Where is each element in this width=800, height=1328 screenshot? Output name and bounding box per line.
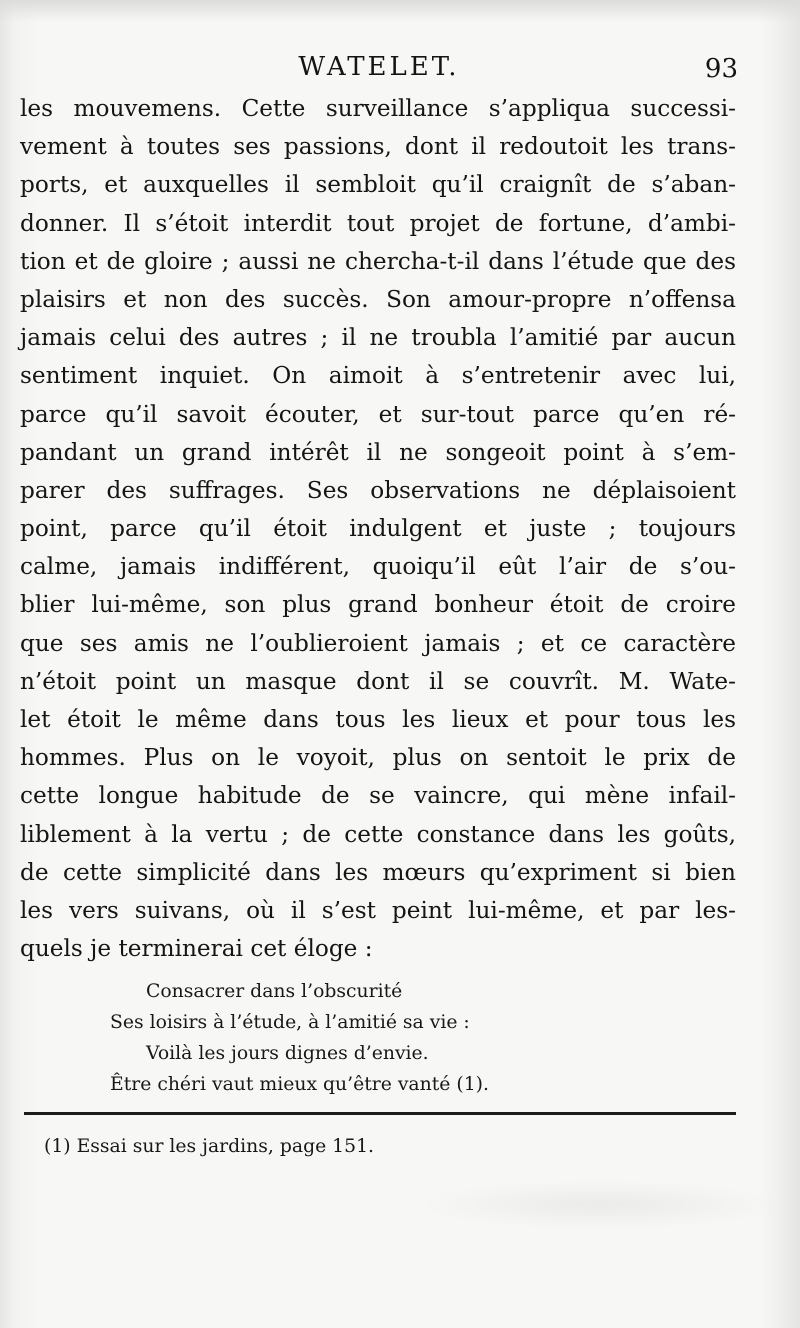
text-line: tion et de gloire ; aussi ne chercha-t-il dans l’étude que des	[20, 247, 736, 275]
verse-line: Ses loisirs à l’étude, à l’amitié sa vie :	[110, 1012, 470, 1033]
text-line: de cette simplicité dans les mœurs qu’expriment si bien	[20, 858, 736, 886]
text-line: ports, et auxquelles il sembloit qu’il craignît de s’aban-	[20, 171, 736, 199]
text-line: point, parce qu’il étoit indulgent et juste ; toujours	[20, 515, 736, 543]
text-line: blier lui-même, son plus grand bonheur étoit de croire	[20, 591, 736, 619]
text-line: calme, jamais indifférent, quoiqu’il eût l’air de s’ou-	[20, 553, 736, 581]
footnote: (1) Essai sur les jardins, page 151.	[44, 1136, 374, 1157]
text-line: que ses amis ne l’oublieroient jamais ; et ce caractère	[20, 629, 736, 657]
body-paragraph	[20, 90, 736, 968]
text-line: n’étoit point un masque dont il se couvrît. M. Wate-	[20, 667, 736, 695]
text-line: liblement à la vertu ; de cette constance dans les goûts,	[20, 820, 736, 848]
text-line: let étoit le même dans tous les lieux et pour tous les	[20, 706, 736, 733]
page-top-edge	[0, 0, 800, 22]
page-number: 93	[704, 54, 738, 84]
text-line: donner. Il s’étoit interdit tout projet de fortune, d’ambi-	[20, 209, 736, 237]
verse-line: Être chéri vaut mieux qu’être vanté (1).	[110, 1074, 489, 1095]
text-line: les mouvemens. Cette surveillance s’appliqua successi-	[20, 95, 736, 122]
text-line: pandant un grand intérêt il ne songeoit point à s’em-	[20, 438, 736, 466]
show-through-shadow	[420, 1180, 780, 1230]
text-line: sentiment inquiet. On aimoit à s’entretenir avec lui,	[20, 362, 736, 390]
verse-quotation	[0, 976, 800, 1100]
text-line: jamais celui des autres ; il ne troubla l’amitié par aucun	[20, 324, 736, 352]
text-line: vement à toutes ses passions, dont il redoutoit les trans-	[20, 133, 736, 161]
text-line: parce qu’il savoit écouter, et sur-tout parce qu’en ré-	[20, 400, 736, 428]
text-line: les vers suivans, où il s’est peint lui-même, et par les-	[20, 896, 736, 924]
text-line: parer des suffrages. Ses observations ne déplaisoient	[20, 476, 736, 504]
text-line: quels je terminerai cet éloge :	[20, 935, 373, 963]
footnote-rule	[24, 1112, 736, 1115]
verse-line: Consacrer dans l’obscurité	[146, 981, 403, 1002]
page-header	[20, 52, 738, 92]
text-line: cette longue habitude de se vaincre, qui mène infail-	[20, 782, 736, 810]
running-head: WATELET.	[298, 52, 460, 82]
verse-line: Voilà les jours dignes d’envie.	[146, 1043, 429, 1064]
text-line: plaisirs et non des succès. Son amour-propre n’offensa	[20, 285, 736, 313]
text-line: hommes. Plus on le voyoit, plus on sentoit le prix de	[20, 744, 736, 772]
